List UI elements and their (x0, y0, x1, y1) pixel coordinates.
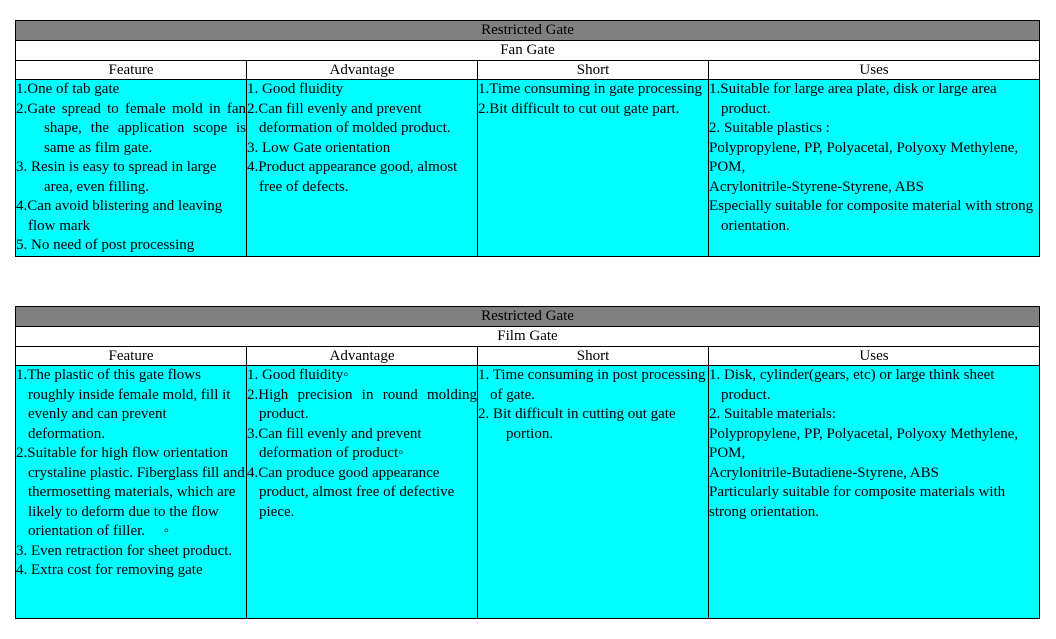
uses-item: Acrylonitrile-Butadiene-Styrene, ABS (709, 464, 939, 481)
advantage-item: 4.Product appearance good, almost free of defects. (247, 159, 458, 195)
short-cell (478, 80, 709, 257)
short-item: 1. Time consuming in post processing of gate. (478, 367, 706, 403)
advantage-item: 2.High precision in round molding product. (247, 386, 477, 422)
uses-item: 2. Suitable plastics : (709, 120, 830, 136)
uses-item: 1.Suitable for large area plate, disk or large area product. (709, 81, 997, 117)
short-item: 1.Time consuming in gate processing (478, 81, 703, 97)
uses-item: Especially suitable for composite material with strong orientation. (709, 198, 1034, 234)
column-header-advantage: Advantage (247, 61, 478, 80)
uses-item: Polypropylene, PP, Polyacetal, Polyoxy Methylene, POM, (709, 425, 1019, 461)
feature-item: 3. Resin is easy to spread in large area, even filling. (16, 159, 217, 195)
table-title: Restricted Gate (16, 307, 1040, 327)
fan-gate-table (15, 20, 1040, 257)
table-title: Restricted Gate (16, 21, 1040, 41)
advantage-item: 2.Can fill evenly and prevent deformation of molded product. (247, 100, 451, 136)
short-item: 2.Bit difficult to cut out gate part. (478, 100, 680, 117)
feature-item: 4. Extra cost for removing gate (16, 562, 203, 578)
column-header-feature: Feature (16, 347, 247, 366)
feature-item: 1.One of tab gate (16, 81, 120, 97)
feature-item: 2.Gate spread to female mold in fan shape, the application scope is same as film gate. (16, 100, 246, 156)
uses-item: Polypropylene, PP, Polyacetal, Polyoxy Methylene, POM, (709, 139, 1019, 175)
advantage-item: 1. Good fluidity (247, 81, 344, 97)
advantage-item: 4.Can produce good appearance product, almost free of defective piece. (247, 464, 455, 520)
advantage-cell (247, 80, 478, 257)
advantage-cell (247, 366, 478, 619)
feature-cell (16, 366, 247, 619)
feature-item: 2.Suitable for high flow orientation crystaline plastic. Fiberglass fill and thermosetting materials, which are likely to deform due to the flow orientation of filler. ◦ (16, 445, 245, 539)
advantage-item: 3.Can fill evenly and prevent deformation of product◦ (247, 425, 422, 461)
uses-cell (709, 80, 1040, 257)
feature-item: 1.The plastic of this gate flows roughly inside female mold, fill it evenly and can prevent deformation. (16, 367, 231, 442)
film-gate-table (15, 306, 1040, 619)
column-header-feature: Feature (16, 61, 247, 80)
column-header-advantage: Advantage (247, 347, 478, 366)
column-header-short: Short (478, 347, 709, 366)
uses-item: Particularly suitable for composite materials with strong orientation. (709, 484, 1006, 520)
feature-item: 4.Can avoid blistering and leaving flow mark (16, 198, 223, 234)
advantage-item: 3. Low Gate orientation (247, 139, 391, 156)
uses-cell (709, 366, 1040, 619)
table-subtitle: Fan Gate (16, 41, 1040, 61)
column-header-uses: Uses (709, 347, 1040, 366)
uses-item: Acrylonitrile-Styrene-Styrene, ABS (709, 178, 924, 195)
feature-item: 3. Even retraction for sheet product. (16, 542, 233, 559)
column-header-short: Short (478, 61, 709, 80)
column-header-uses: Uses (709, 61, 1040, 80)
feature-cell (16, 80, 247, 257)
table-subtitle: Film Gate (16, 327, 1040, 347)
advantage-item: 1. Good fluidity◦ (247, 367, 349, 383)
short-item: 2. Bit difficult in cutting out gate portion. (478, 406, 676, 442)
uses-item: 1. Disk, cylinder(gears, etc) or large think sheet product. (709, 367, 995, 403)
uses-item: 2. Suitable materials: (709, 406, 837, 422)
feature-item: 5. No need of post processing (16, 237, 195, 253)
short-cell (478, 366, 709, 619)
